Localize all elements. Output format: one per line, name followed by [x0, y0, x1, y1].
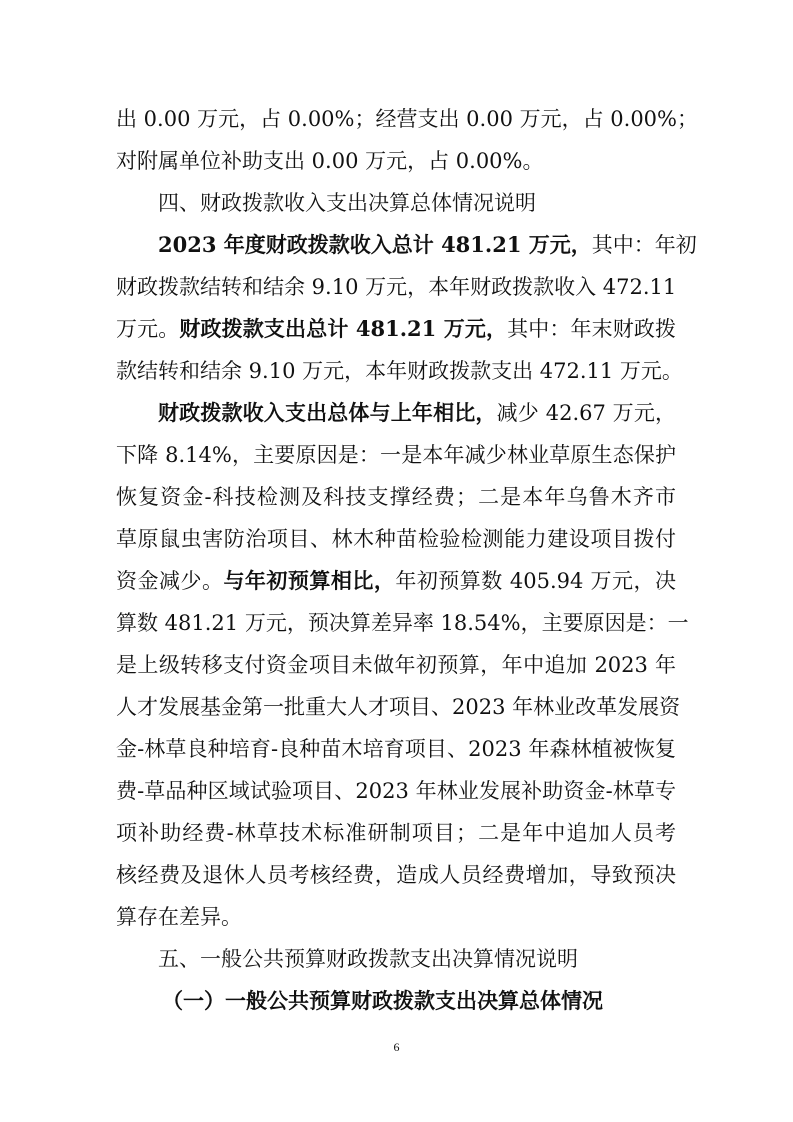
paragraph-2-line-3-rest: 其中：年末财政拨: [507, 317, 677, 341]
section-heading-5: 五、一般公共预算财政拨款支出决算情况说明: [158, 947, 578, 971]
paragraph-3-line-9: 金-林草良种培育-良种苗木培育项目、2023 年森林植被恢复: [116, 737, 676, 761]
paragraph-1-line-1: 出 0.00 万元，占 0.00%；经营支出 0.00 万元，占 0.00%；: [116, 107, 698, 131]
paragraph-3-line-12: 核经费及退休人员考核经费，造成人员经费增加，导致预决: [116, 863, 676, 887]
subsection-heading-1: （一）一般公共预算财政拨款支出决算总体情况: [162, 989, 603, 1013]
paragraph-3-line-7: 是上级转移支付资金项目未做年初预算，年中追加 2023 年: [116, 653, 676, 677]
paragraph-3-line-1-rest: 减少 42.67 万元，: [496, 401, 676, 425]
paragraph-3-line-13: 算存在差异。: [116, 905, 242, 929]
paragraph-2-line-3-lead: 万元。: [116, 317, 180, 341]
paragraph-3-bold-compare-last-year: 财政拨款收入支出总体与上年相比，: [158, 400, 497, 425]
paragraph-3-line-5-lead: 资金减少。: [116, 569, 224, 593]
paragraph-2-line-2: 财政拨款结转和结余 9.10 万元，本年财政拨款收入 472.11: [116, 275, 677, 299]
paragraph-1-line-2: 对附属单位补助支出 0.00 万元，占 0.00%。: [116, 149, 544, 173]
paragraph-2-line-1: [158, 232, 697, 257]
page-number: 6: [393, 1040, 400, 1054]
paragraph-2-line-3: [116, 317, 676, 341]
paragraph-3-line-11: 项补助经费-林草技术标准研制项目；二是年中追加人员考: [116, 821, 676, 845]
section-heading-4: 四、财政拨款收入支出决算总体情况说明: [158, 191, 536, 215]
paragraph-3-line-6: 算数 481.21 万元，预决算差异率 18.54%，主要原因是：一: [116, 611, 689, 635]
paragraph-3-line-4: 草原鼠虫害防治项目、林木种苗检验检测能力建设项目拨付: [116, 527, 676, 551]
paragraph-3-line-8: 人才发展基金第一批重大人才项目、2023 年林业改革发展资: [116, 695, 681, 719]
paragraph-3-line-5-rest: 年初预算数 405.94 万元，决: [395, 569, 677, 593]
paragraph-2-line-4: 款结转和结余 9.10 万元，本年财政拨款支出 472.11 万元。: [116, 359, 683, 383]
paragraph-3-line-1: [158, 401, 676, 425]
paragraph-3-bold-compare-budget: 与年初预算相比，: [223, 568, 396, 593]
paragraph-3-line-2: 下降 8.14%，主要原因是：一是本年减少林业草原生态保护: [116, 443, 676, 467]
paragraph-3-line-10: 费-草品种区域试验项目、2023 年林业发展补助资金-林草专: [116, 779, 676, 803]
paragraph-3-line-5: [116, 569, 676, 593]
paragraph-2-bold-total-expense: 财政拨款支出总计 481.21 万元，: [179, 316, 508, 341]
paragraph-2-bold-total-income: 2023 年度财政拨款收入总计 481.21 万元，: [158, 232, 592, 257]
paragraph-3-line-3: 恢复资金-科技检测及科技支撑经费；二是本年乌鲁木齐市: [116, 485, 676, 509]
paragraph-2-line-1-rest: 其中：年初: [591, 233, 697, 257]
